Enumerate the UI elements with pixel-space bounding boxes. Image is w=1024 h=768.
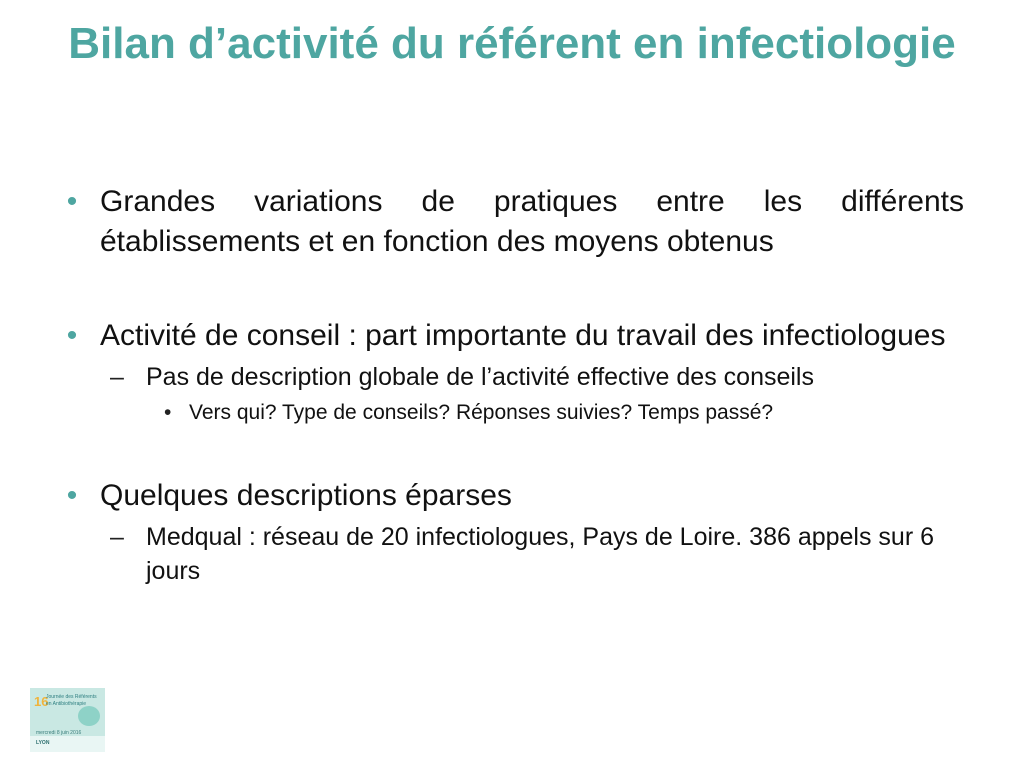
bullet-text: Quelques descriptions éparses <box>100 479 512 512</box>
bullet-icon: • <box>66 185 78 218</box>
bullet-item <box>58 476 964 516</box>
bullet-text: Grandes variations de pratiques entre les différents établissements et en fonction des moyens obtenus <box>100 185 964 258</box>
logo-line-1: Journée des Référents <box>46 694 97 700</box>
dash-icon: – <box>110 523 124 551</box>
bullet-icon: • <box>66 319 78 352</box>
dash-icon: – <box>110 363 124 391</box>
sub-sub-bullet-item <box>58 398 964 428</box>
logo-number: 16 <box>34 694 49 709</box>
bullet-icon: • <box>164 401 172 424</box>
sub-bullet-item <box>58 520 964 588</box>
bullet-icon: • <box>66 479 78 512</box>
tree-icon <box>78 706 100 726</box>
event-logo <box>30 688 105 752</box>
sub-bullet-item <box>58 360 964 394</box>
slide-body <box>58 182 964 588</box>
logo-line-2: en Antibiothérapie <box>46 701 87 707</box>
logo-line-3: mercredi 8 juin 2016 <box>36 730 82 736</box>
bullet-text: Activité de conseil : part importante du travail des infectiologues <box>100 319 946 352</box>
sub-sub-bullet-text: Vers qui? Type de conseils? Réponses suivies? Temps passé? <box>189 401 774 424</box>
sub-bullet-text: Pas de description globale de l’activité effective des conseils <box>146 363 814 391</box>
bullet-item <box>58 316 964 356</box>
slide-title: Bilan d’activité du référent en infectiologie <box>68 19 956 68</box>
bullet-item <box>58 182 964 262</box>
logo-line-4: LYON <box>36 740 50 746</box>
sub-bullet-text: Medqual : réseau de 20 infectiologues, Pays de Loire. 386 appels sur 6 jours <box>146 523 935 585</box>
